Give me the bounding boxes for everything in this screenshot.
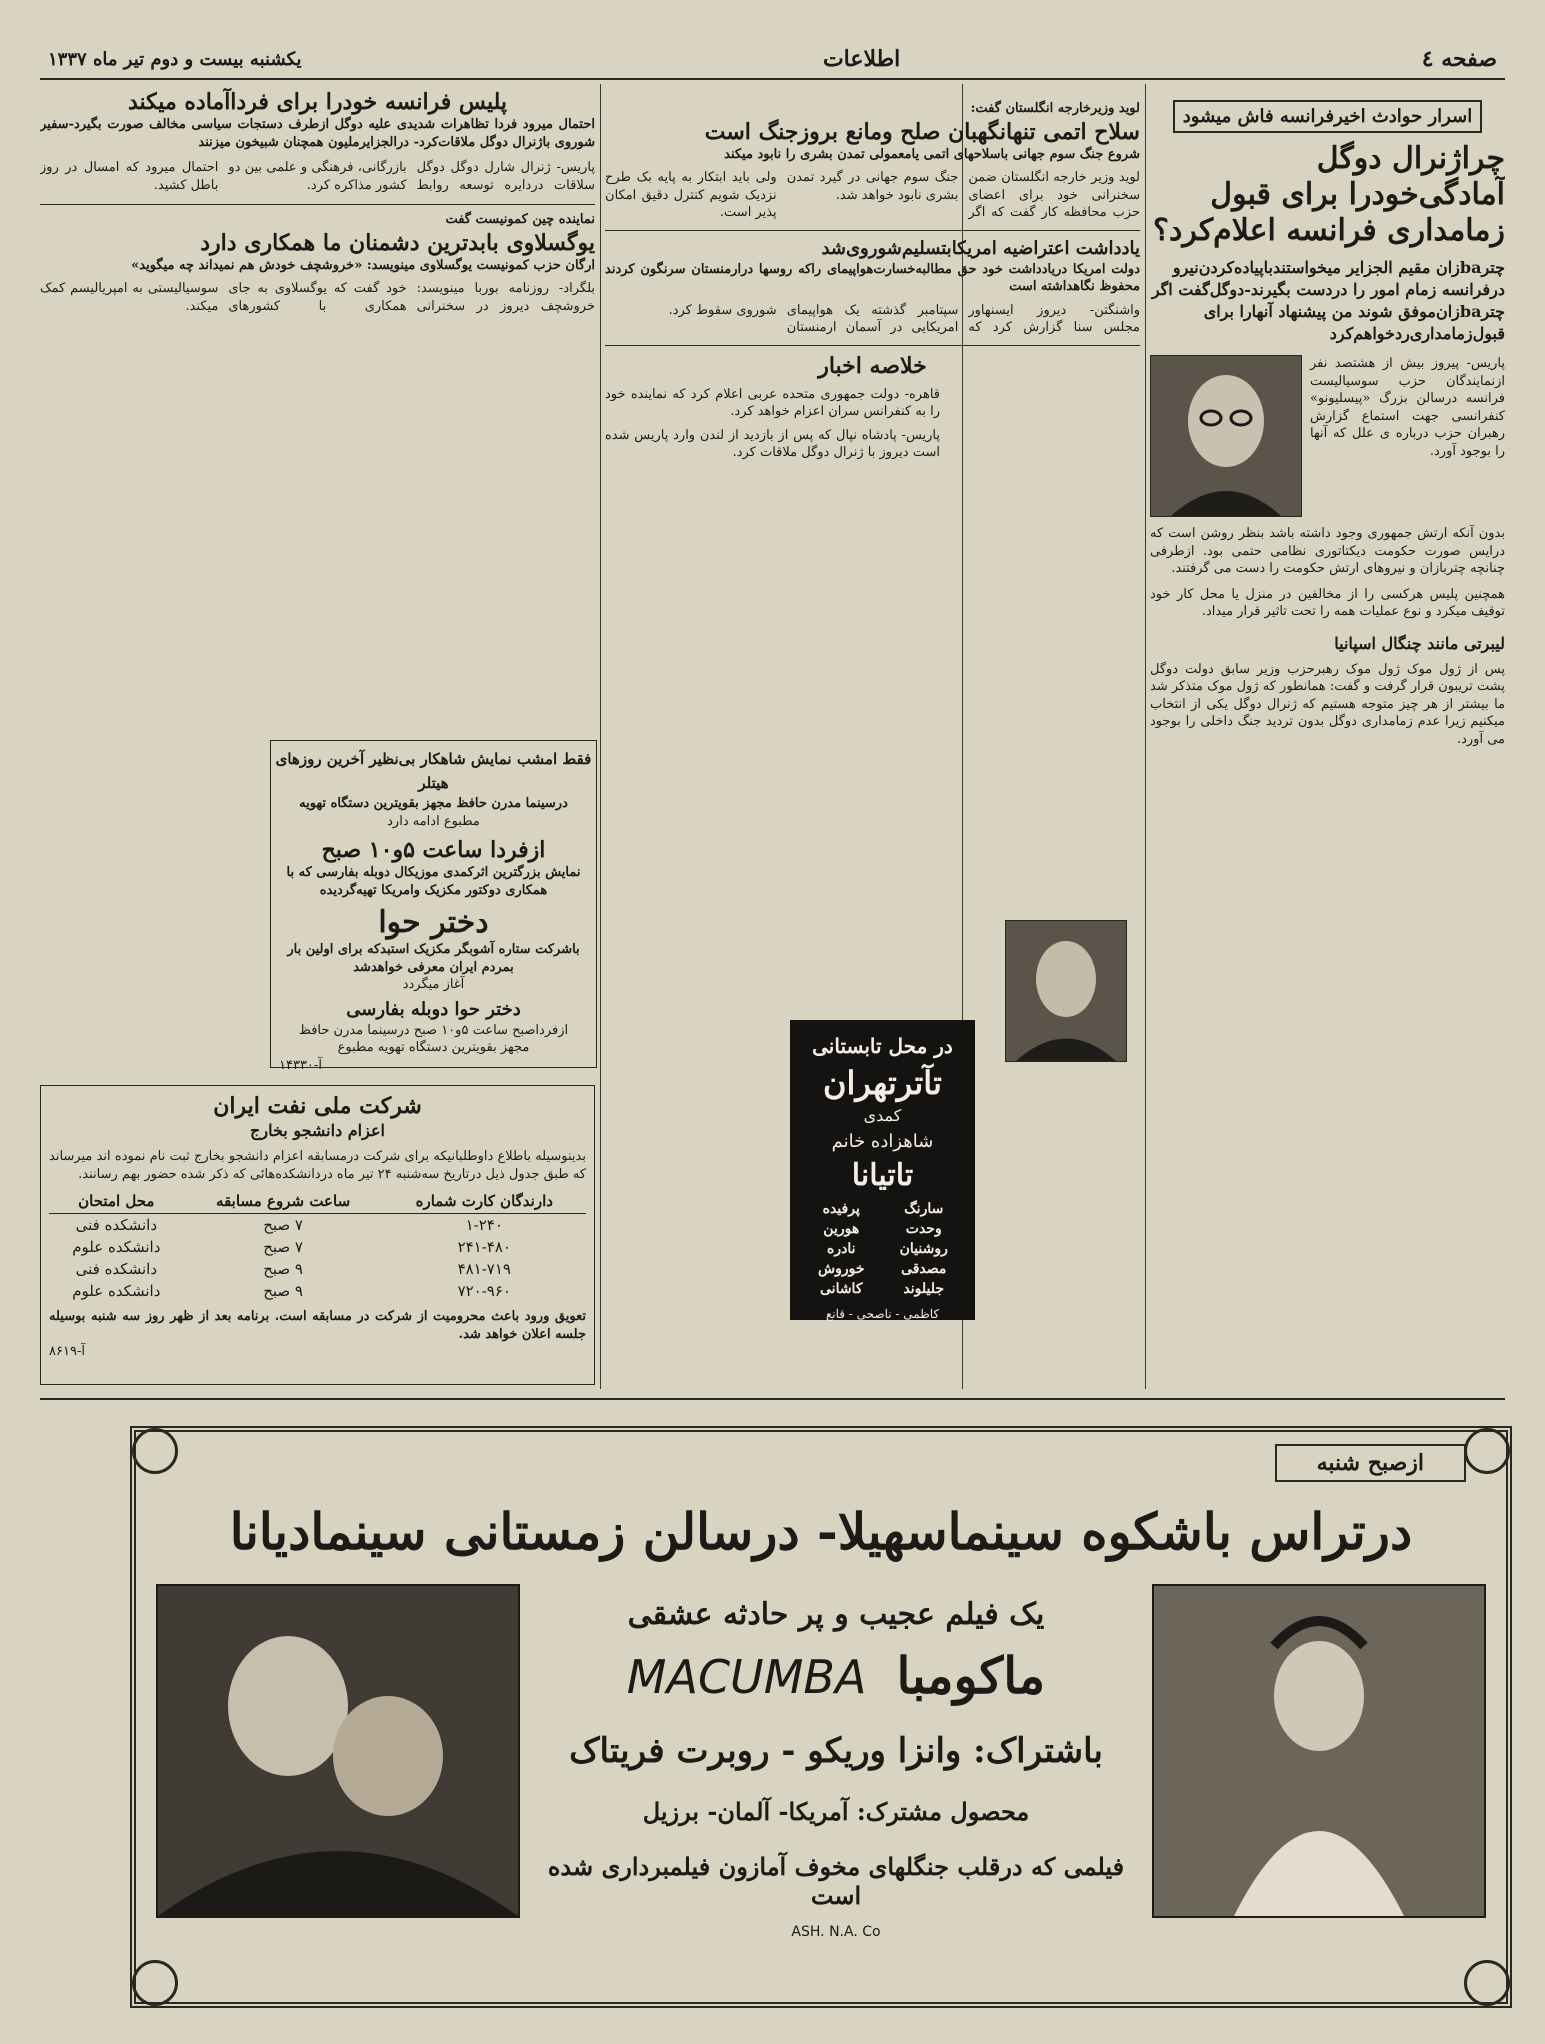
table-cell: دانشکده علوم [72, 1238, 161, 1256]
portrait-photo [1005, 920, 1127, 1062]
ad-line: مجهز بقویترین دستگاه تهویه مطبوع [337, 1040, 530, 1055]
cast-name: خوروش [818, 1261, 865, 1277]
column-rule [1145, 84, 1146, 1389]
table-cell: ۹ صبح [263, 1282, 303, 1300]
paragraph: پاریس- پیروز بیش از هشتصد نفر ازنمایندگان حزب سوسیالیست فرانسه درسالن بزرگ «پیسلیونو» کنفرانسی جهت استماع گزارش رهبران حزب درباره ی علل که آنها را بوجود آورد. [1310, 356, 1505, 459]
dokhtar-hava-ad [270, 740, 597, 1073]
kicker: لوید وزیرخارجه انگلستان گفت: [970, 101, 1140, 116]
ad-credit: ASH. N.A. Co [791, 1924, 881, 1940]
table-cell: ۹ صبح [263, 1260, 303, 1278]
paragraph: پاریس- پادشاه نپال که پس از بازدید از لندن وارد پاریس شده است دیروز با ژنرال دوگل ملاقات کرد. [605, 427, 940, 460]
subheadline: شروع جنگ سوم جهانی باسلاحهای اتمی یامعمولی تمدن بشری را نابود میکند [724, 146, 1140, 162]
ad-code: آ-۸۶۱۹ [49, 1344, 85, 1359]
ad-line: یک فیلم عجیب و پر حادثه عشقی [627, 1597, 1045, 1632]
ad-code: آ-۱۴۳۳۰ [279, 1057, 322, 1073]
headline: یادداشت اعتراضیه امریکابتسلیم‌شوروی‌شد [821, 237, 1140, 259]
section-rule [40, 1398, 1505, 1400]
column-rule [600, 84, 601, 1389]
ad-footer: کاظمی - ناصحی - قانع [825, 1307, 940, 1321]
ad-line: آغاز میگردد [402, 977, 465, 992]
paragraph: ولی باید ابتکار به پایه بک طرح نزدیک شویم کنترل دقیق امکان پذیر است. [605, 170, 777, 220]
column-header: ساعت شروع مسابقه [184, 1189, 383, 1214]
portrait-icon [1151, 356, 1301, 516]
cast-name: مصدقی [901, 1261, 947, 1277]
cast-list [800, 1199, 965, 1299]
cast-name: نادره [827, 1241, 856, 1257]
ad-title: تاتیانا [851, 1158, 914, 1193]
paragraph: بدون آنکه ارتش جمهوری وجود داشته باشد بنظر روشن است که درایس صورت حکومت دیکتاتوری نظامی حتمی بود. ازطرفی چنانچه چتربازان و نیروهای ارتش حکومت را دست می گرفتند. [1150, 526, 1505, 576]
table-cell: ۷ صبح [263, 1238, 303, 1256]
headline: خلاصه اخبار [818, 352, 927, 379]
portrait-icon [1006, 921, 1126, 1061]
theater-tehran-ad [790, 1020, 975, 1320]
table-row [49, 1214, 586, 1237]
oil-company-ad [40, 1085, 595, 1385]
table-header-row [49, 1189, 586, 1214]
film-still-photo [156, 1584, 520, 1918]
paragraph: پس از ژول موک ژول موک رهبرحزب وزیر سابق دولت دوگل پشت تریبون قرار گرفت و گفت: همانطور که ژول موک متذکر شد ما بیشتر از هر چیز متوجه هستیم که ژنرال دوگل یکی از انتخاب میکنیم زیرا عدم زمامداری دوگل بدون تردید جنگ داخلی را بوجود می آورد. [1150, 661, 1505, 747]
ornament-icon [132, 1960, 178, 2006]
ad-subtitle: اعزام دانشجو بخارج [250, 1121, 385, 1140]
ad-headline: درتراس باشکوه سینماسهیلا- درسالن زمستانی سینمادیانا [229, 1502, 1413, 1561]
ad-line: شاهزاده خانم [831, 1131, 934, 1152]
cast-name: کاشانی [820, 1281, 863, 1297]
film-title: ماکومبا [896, 1646, 1046, 1705]
cast-name: سارنگ [904, 1201, 944, 1217]
article-dogaulle [1150, 100, 1505, 1395]
table-row [49, 1280, 586, 1302]
table-cell: ۷۲۰-۹۶۰ [457, 1282, 511, 1300]
cast-name: جلیلوند [903, 1281, 945, 1297]
headline: سلاح اتمی تنهانگهبان صلح ومانع بروزجنگ است [704, 118, 1140, 145]
cast-name: روشنیان [899, 1241, 948, 1257]
table-cell: ۱-۲۴۰ [465, 1216, 503, 1234]
ad-title: شرکت ملی نفت ایران [213, 1093, 422, 1119]
film-production: محصول مشترک: آمریکا- آلمان- برزیل [642, 1797, 1030, 1826]
table-row [49, 1258, 586, 1280]
subheadline: لیبرتی مانند چنگال اسپانیا [1334, 633, 1505, 653]
film-tagline: فیلمی که درقلب جنگلهای مخوف آمازون فیلمبرداری شده است [547, 1852, 1125, 1910]
ornament-icon [132, 1428, 178, 1474]
table-cell: ۴۸۱-۷۱۹ [457, 1260, 511, 1278]
ad-line: فقط امشب نمایش شاهکار بی‌نظیر آخرین روزهای هیتلر [275, 750, 592, 792]
headline: پلیس فرانسه خودرا برای فرداآماده میکند [127, 89, 508, 115]
column-header: محل امتحان [49, 1189, 184, 1214]
table-cell: ۲۴۱-۴۸۰ [457, 1238, 511, 1256]
ad-line: دختر حوا دوبله بفارسی [346, 998, 521, 1020]
kicker: نماینده چین کمونیست گفت [445, 212, 595, 227]
column-header: دارندگان کارت شماره [383, 1189, 586, 1214]
table-cell: دانشکده علوم [72, 1282, 161, 1300]
paragraph: قاهره- دولت جمهوری متحده عربی اعلام کرد که نماینده خود را به کنفرانس سران اعزام خواهد کرد. [605, 386, 940, 419]
table-cell: ۷ صبح [263, 1216, 303, 1234]
paper-name: اطلاعات [822, 46, 901, 72]
ad-line: درسینما مدرن حافظ مجهز بقویترین دستگاه تهویه [299, 796, 568, 811]
ad-title: تآترتهران [823, 1064, 942, 1102]
film-cast: باشتراک: وانزا وریکو - روبرت فریتاک [569, 1731, 1103, 1771]
paragraph: واشنگتن- دیروز ایسنهاور مجلس سنا گزارش کرد که سپتامبر گذشته یک هواپیمای امریکایی در آسمان ارمنستان شوروی سقوط کرد. [668, 302, 1140, 335]
table-row [49, 1236, 586, 1258]
subheadline: احتمال میرود فردا تظاهرات شدیدی علیه دوگل ازطرف دستجات سیاسی مخالف صورت بگیرد-سفیر شوروی باژنرال دوگل ملاقات‌کرد- درالجزایرملیون همچنان شبیخون میزنند [40, 117, 595, 150]
exam-table [49, 1189, 586, 1302]
ad-badge: ازصبح شنبه [1275, 1444, 1466, 1482]
page-number: صفحه ٤ [1421, 46, 1497, 72]
paragraph: احتمال میرود که امسال در روز باطل کشید. [40, 160, 219, 193]
paragraph: لوید وزیر خارجه انگلستان ضمن سخنرانی خود برای اعضای حزب محافظه کار گفت که اگر جنگ سوم جهانی در گیرد تمدن بشری نابود خواهد شد. [786, 170, 1140, 220]
subheadline: دولت امریکا دریادداشت خود حق مطالبه‌خسارت‌هواپیمای راکه روسها درارمنستان سرنگون کردند محفوظ نگاهداشته است [605, 261, 1140, 294]
headline: یوگسلاوی بابدترین دشمنان ما همکاری دارد [200, 229, 595, 256]
ad-line: کمدی [863, 1106, 902, 1125]
ad-line: در محل تابستانی [812, 1034, 953, 1058]
film-title-latin: MACUMBA [626, 1650, 867, 1704]
ornament-icon [1464, 1428, 1510, 1474]
subheadline: چترbaزان مقیم الجزایر میخواستند‌با‌پیاده‌کردن‌نیرو درفرانسه زمام امور را دردست بگیرند-دوگل‌گفت اگر چترbaزان‌موفق شوند من پیشنهاد آنهارا برای قبول‌زمامداری‌ردخواهم‌کرد [1151, 258, 1505, 343]
table-cell: دانشکده فنی [75, 1260, 157, 1278]
ad-line: مطبوع ادامه دارد [387, 813, 480, 829]
ad-note: تعویق ورود باعث محرومیت از شرکت در مسابقه است. برنامه بعد از ظهر روز سه شنبه بوسیله جلسه اعلان خواهد شد. [49, 1309, 586, 1342]
cast-name: پرفیده [822, 1201, 860, 1217]
date-line: یکشنبه بیست و دوم تیر ماه ۱۳۳۷ [48, 48, 302, 70]
cast-name: هورین [823, 1221, 860, 1237]
ad-title: دختر حوا [378, 905, 489, 940]
ad-line: باشرکت ستاره آشوبگر مکزیک استبدکه برای اولین بار بمردم ایران معرفی خواهدشد [287, 942, 580, 975]
cinema-macumba-ad [130, 1426, 1512, 2008]
table-cell: دانشکده فنی [75, 1216, 157, 1234]
paragraph: پاریس- ژنرال شارل دوگل دوگل سلاقات دردایره توسعه روابط بازرگانی، فرهنگی و علمی بین دو کشور مذاکره کرد. [228, 160, 595, 193]
ad-line: نمایش بزرگترین اثرکمدی موزیکال دوبله بفارسی که با همکاری دوکتور مکزیک وامریکا تهیه‌گردیده [286, 865, 581, 898]
article-french-police [40, 88, 595, 698]
paragraph: همچنین پلیس هرکسی را از مخالفین در منزل یا محل کار خود توقیف میکرد و نوع عملیات همه را تحت تاثیر قرار میداد. [1150, 586, 1505, 619]
subheadline: ارگان حزب کمونیست یوگسلاوی مینویسد: «خروشچف خودش هم نمیداند چه میگوید» [131, 257, 595, 273]
cast-name: وحدت [905, 1221, 942, 1237]
paragraph: بلگراد- روزنامه بوربا مینویسد: خروشچف دیروز در سخنرانی خود گفت که یوگسلاوی به جای همکاری با کشورهای سوسیالیستی به امپریالیسم کمک میکند. [40, 281, 595, 314]
ad-line: ازفردا ساعت ۵و۱۰ صبح [321, 837, 546, 863]
film-still-icon [158, 1586, 518, 1916]
ad-body: بدینوسیله باطلاع داوطلبانیکه برای شرکت درمسابقه اعزام دانشجو بخارج ثبت نام نموده اند میرساند که طبق جدول ذیل درتاریخ سه‌شنبه ۲۴ تیر ماه دردانشکده‌هائی که ذکر شده حضور بهم رسانند. [49, 1149, 586, 1182]
ornament-icon [1464, 1960, 1510, 2006]
ad-line: ازفرداصبح ساعت ۵و۱۰ صبح درسینما مدرن حافظ [298, 1022, 569, 1038]
headline: چراژنرال دوگل آمادگی‌خودرا برای قبول زمامداری فرانسه اعلام‌کرد؟ [1153, 141, 1505, 248]
masthead [40, 40, 1505, 80]
film-still-photo [1152, 1584, 1486, 1918]
film-still-icon [1154, 1586, 1484, 1916]
portrait-photo [1150, 355, 1302, 517]
boxed-label: اسرار حوادث اخیرفرانسه فاش میشود [1173, 100, 1482, 133]
